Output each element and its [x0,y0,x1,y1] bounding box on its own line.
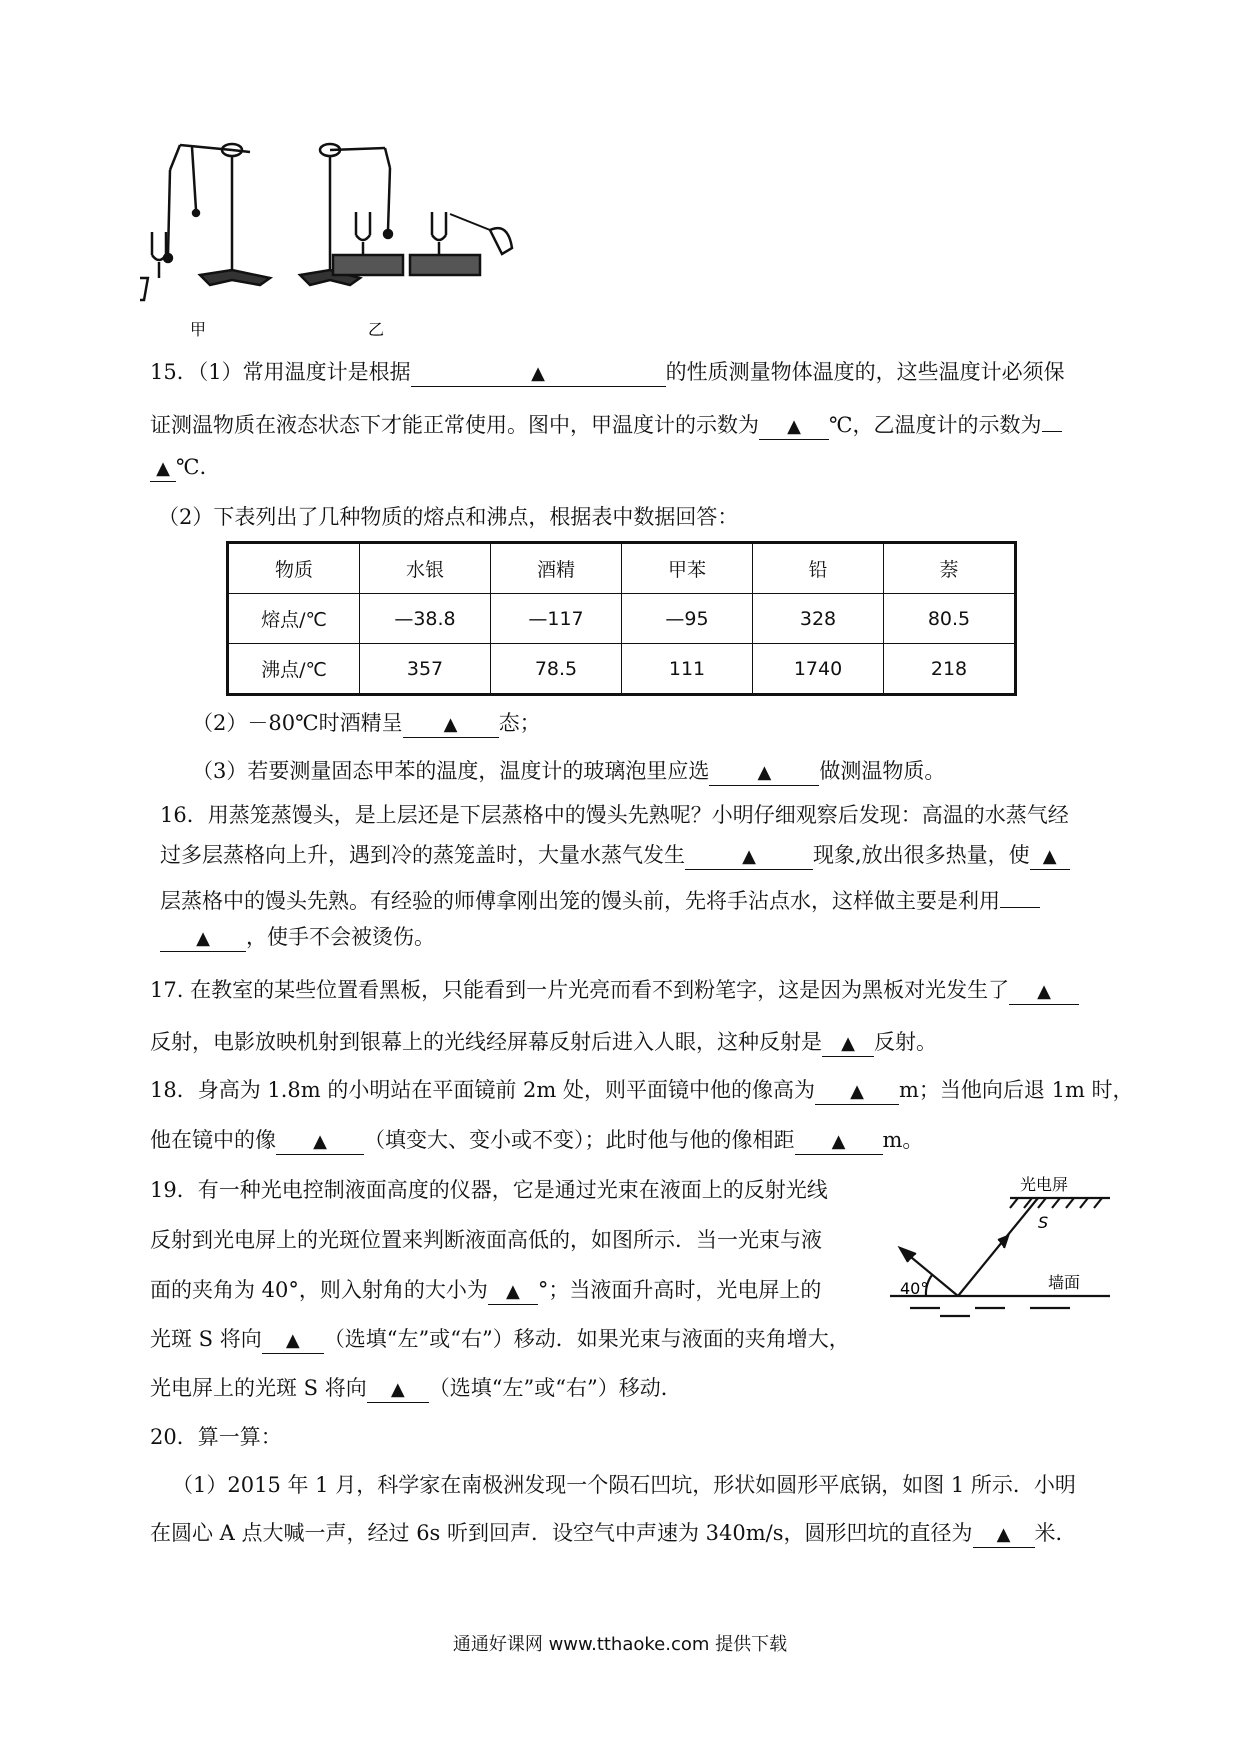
q16-blank-3[interactable]: ▲ [160,925,246,952]
table-cell: 熔点/℃ [228,594,360,644]
table-cell: 328 [753,594,884,644]
q16-line-4: ▲ ，使手不会被烫伤。 [160,922,435,952]
q18-blank-2[interactable]: ▲ [276,1128,364,1155]
q18-line-2: 他在镜中的像 ▲ （填变大、变小或不变）；此时他与他的像相距 ▲ m。 [150,1125,923,1155]
q15-sub-3: （3）若要测量固态甲苯的温度，温度计的玻璃泡里应选 ▲ 做测温物质。 [192,756,945,786]
table-row [228,543,1016,594]
q16-line-2: 过多层蒸格向上升，遇到冷的蒸笼盖时，大量水蒸气发生 ▲ 现象,放出很多热量，使 ▲ [160,840,1070,870]
q15-blank-1[interactable]: ▲ [411,360,666,387]
table-cell: 物质 [228,543,360,594]
q16-blank-2[interactable]: ▲ [1030,843,1070,870]
q20-blank-1[interactable]: ▲ [973,1521,1035,1548]
q18-blank-3[interactable]: ▲ [795,1128,883,1155]
table-cell: 111 [622,644,753,695]
q19-line-1: 19．有一种光电控制液面高度的仪器，它是通过光束在液面上的反射光线 [150,1178,828,1202]
q19-line-5: 光电屏上的光斑 S 将向 ▲ （选填“左”或“右”）移动． [150,1373,682,1403]
table-cell: 酒精 [491,543,622,594]
q19-blank-3[interactable]: ▲ [367,1376,429,1403]
q17-line-1: 17. 在教室的某些位置看黑板，只能看到一片光亮而看不到粉笔字，这是因为黑板对光发生了 ▲ [150,975,1079,1005]
q18-blank-1[interactable]: ▲ [815,1078,899,1105]
q18-line-1: 18．身高为 1.8m 的小明站在平面镜前 2m 处，则平面镜中他的像高为 ▲ m；当他向后退 1m 时， [150,1075,1134,1105]
q19-line-2: 反射到光电屏上的光斑位置来判断液面高低的，如图所示．当一光束与液 [150,1228,822,1252]
table-cell: 萘 [884,543,1016,594]
q15-blank-2[interactable]: ▲ [759,413,829,440]
surface-label: 墙面 [1048,1273,1081,1292]
q19-blank-2[interactable]: ▲ [262,1327,324,1354]
q15-line-2: 证测温物质在液态状态下才能正常使用。图中，甲温度计的示数为 ▲ ℃，乙温度计的示数为 [150,405,1062,440]
q19-blank-1[interactable]: ▲ [488,1278,538,1305]
table-cell: 1740 [753,644,884,695]
q17-blank-2[interactable]: ▲ [822,1030,874,1057]
q15-line-3: ▲ ℃. [150,452,206,482]
table-cell: 铅 [753,543,884,594]
q15-line-1: 15．（1）常用温度计是根据 ▲ 的性质测量物体温度的，这些温度计必须保 [150,357,1065,387]
q16-line-3: 层蒸格中的馒头先熟。有经验的师傅拿刚出笼的馒头前，先将手沾点水，这样做主要是利用 [160,881,1040,916]
table-cell: 78.5 [491,644,622,695]
table-cell: 甲苯 [622,543,753,594]
q19-line-3: 面的夹角为 40°，则入射角的大小为 ▲ °；当液面升高时，光电屏上的 [150,1275,821,1305]
table-cell: 80.5 [884,594,1016,644]
q17-line-2: 反射，电影放映机射到银幕上的光线经屏幕反射后进入人眼，这种反射是 ▲ 反射。 [150,1027,937,1057]
page-footer: 通通好课网 www.tthaoke.com 提供下载 [452,1634,788,1655]
q19-line-4: 光斑 S 将向 ▲ （选填“左”或“右”）移动．如果光束与液面的夹角增大， [150,1324,850,1354]
q16-line-1: 16．用蒸笼蒸馒头，是上层还是下层蒸格中的馒头先熟呢？小明仔细观察后发现：高温的水蒸气经 [160,803,1069,827]
q20-line-1: （1）2015 年 1 月，科学家在南极洲发现一个陨石凹坑，形状如圆形平底锅，如图 1 所示．小明 [172,1473,1076,1497]
q15-blank-3[interactable]: ▲ [150,455,176,482]
q15-blank-4[interactable]: ▲ [403,711,499,738]
q15-blank-3a[interactable] [1042,405,1062,432]
table-cell: 沸点/℃ [228,644,360,695]
angle-label: 40° [900,1279,929,1298]
q20-title: 20．算一算： [150,1425,282,1449]
figure-label-jia: 甲 [190,320,207,339]
table-cell: 218 [884,644,1016,695]
figure-label-yi: 乙 [368,320,385,339]
q15-part2-intro: （2）下表列出了几种物质的熔点和沸点，根据表中数据回答： [158,505,739,529]
q16-blank-1[interactable]: ▲ [685,843,813,870]
table-cell: 水银 [360,543,491,594]
melting-boiling-table [226,541,1017,696]
q17-blank-1[interactable]: ▲ [1009,978,1079,1005]
q15-sub-2: （2）－80℃时酒精呈 ▲ 态； [192,708,541,738]
reflection-figure [870,1168,1120,1318]
table-cell: —38.8 [360,594,491,644]
screen-label: 光电屏 [1020,1175,1069,1194]
tuning-fork-figure [140,130,580,345]
table-cell: —95 [622,594,753,644]
q16-blank-3a[interactable] [1000,881,1040,908]
spot-label: S [1038,1213,1049,1232]
q20-line-2: 在圆心 A 点大喊一声，经过 6s 听到回声．设空气中声速为 340m/s，圆形凹坑的直径为 ▲ 米． [150,1518,1077,1548]
table-cell: 357 [360,644,491,695]
table-row [228,594,1016,644]
table-row [228,644,1016,695]
q15-blank-5[interactable]: ▲ [709,759,819,786]
table-cell: —117 [491,594,622,644]
